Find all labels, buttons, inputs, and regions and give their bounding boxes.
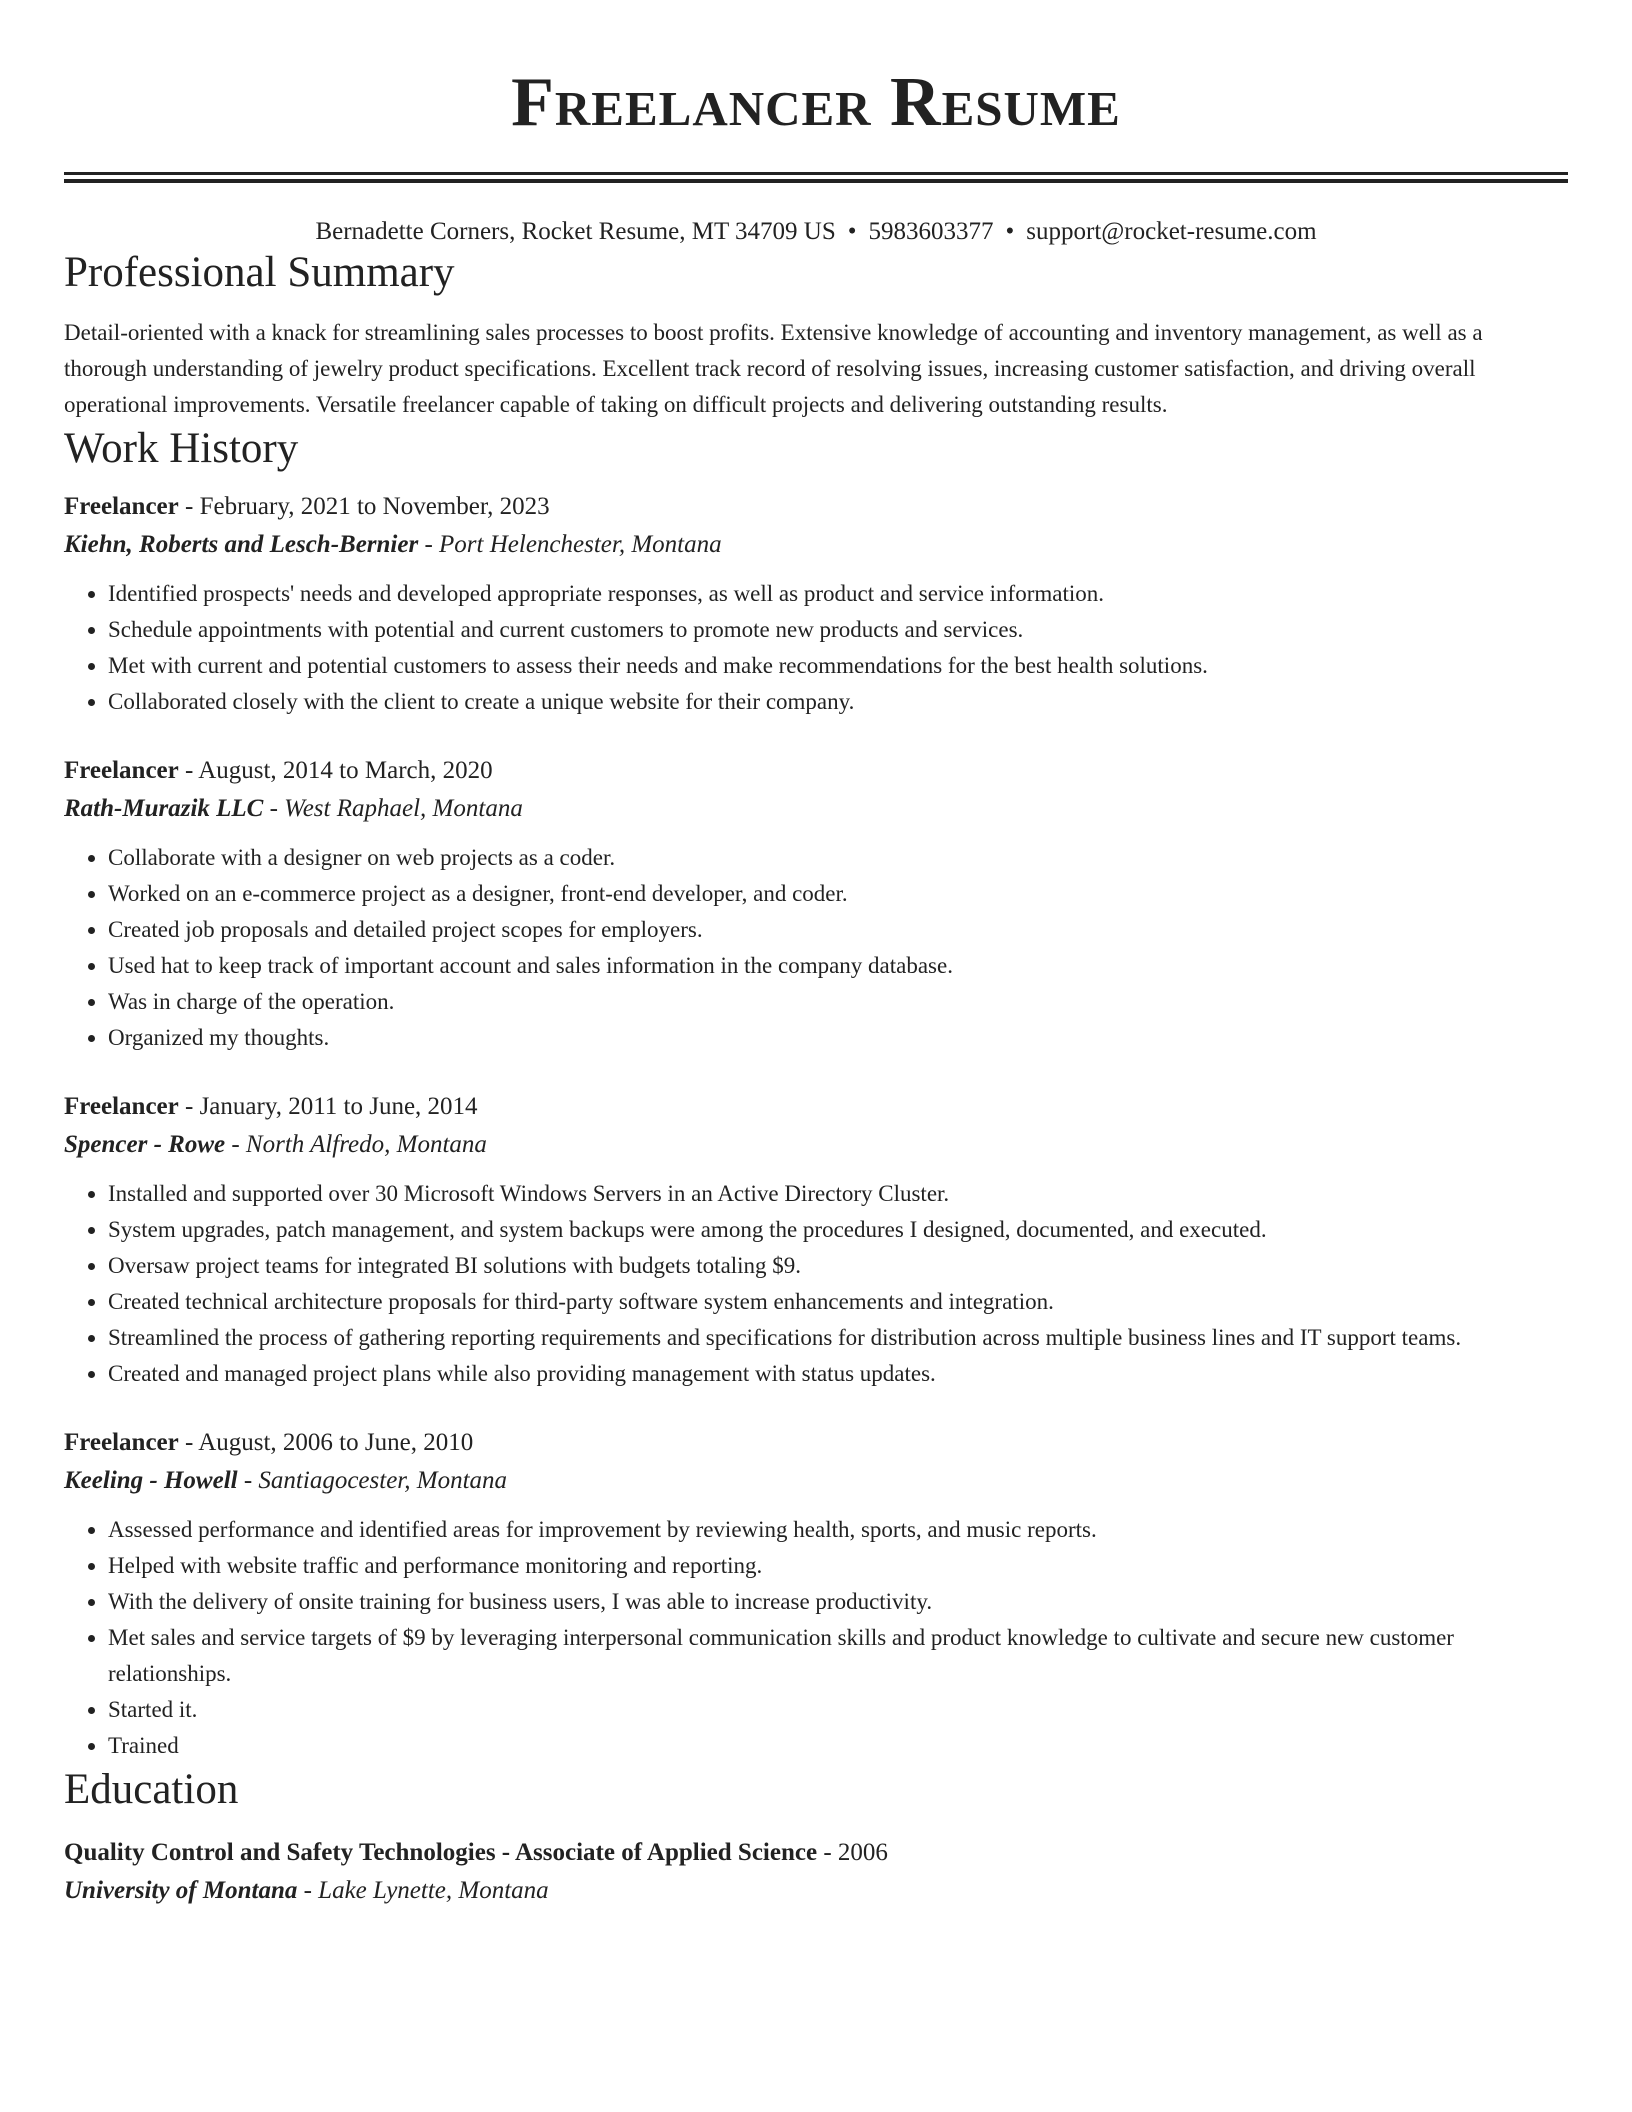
company-name: Rath-Murazik LLC <box>64 795 264 823</box>
contact-line <box>64 217 1568 247</box>
contact-separator: • <box>847 218 857 245</box>
job-bullet: • Worked on an e-commerce project as a designer, front-end developer, and coder. <box>108 876 1568 912</box>
job-bullets <box>64 1176 1568 1392</box>
company-line <box>64 1462 1568 1500</box>
job-bullet: • Identified prospects' needs and developed appropriate responses, as well as product and service information. <box>108 576 1568 612</box>
degree-name: Quality Control and Safety Technologies - Associate of Applied Science <box>64 1838 818 1866</box>
job-title-line <box>64 488 1568 526</box>
job-bullet: • Met with current and potential customers to assess their needs and make recommendations for the best health solutions. <box>108 648 1568 684</box>
company-line <box>64 526 1568 564</box>
job-bullets <box>64 840 1568 1056</box>
contact-email: support@rocket-resume.com <box>1026 218 1317 245</box>
job-title: Freelancer <box>64 1093 179 1121</box>
job-entry <box>64 752 1568 1056</box>
company-name: Keeling - Howell <box>64 1467 238 1495</box>
job-title: Freelancer <box>64 757 179 785</box>
school-name: University of Montana <box>64 1876 298 1904</box>
job-bullet: • Created job proposals and detailed project scopes for employers. <box>108 912 1568 948</box>
job-bullet: • Started it. <box>108 1692 1568 1728</box>
job-bullet: • Created and managed project plans while also providing management with status updates. <box>108 1356 1568 1392</box>
job-bullet: • Assessed performance and identified areas for improvement by reviewing health, sports, and music reports. <box>108 1512 1568 1548</box>
job-bullet: • Installed and supported over 30 Microsoft Windows Servers in an Active Directory Cluster. <box>108 1176 1568 1212</box>
job-bullet: • With the delivery of onsite training for business users, I was able to increase productivity. <box>108 1584 1568 1620</box>
job-dates: - January, 2011 to June, 2014 <box>178 1093 478 1121</box>
title-divider <box>64 172 1568 183</box>
job-entry <box>64 488 1568 720</box>
contact-address: Bernadette Corners, Rocket Resume, MT 34709 US <box>315 218 836 245</box>
degree-year: - 2006 <box>817 1838 888 1866</box>
job-entry <box>64 1424 1568 1764</box>
job-title: Freelancer <box>64 493 179 521</box>
education-heading: Education <box>64 1766 239 1814</box>
job-bullet: • System upgrades, patch management, and system backups were among the procedures I designed, documented, and executed. <box>108 1212 1568 1248</box>
job-bullet: • Used hat to keep track of important account and sales information in the company database. <box>108 948 1568 984</box>
company-location: - Port Helenchester, Montana <box>418 531 722 559</box>
job-bullet: • Created technical architecture proposals for third-party software system enhancements and integration. <box>108 1284 1568 1320</box>
job-bullet: • Organized my thoughts. <box>108 1020 1568 1056</box>
job-bullet: • Oversaw project teams for integrated BI solutions with budgets totaling $9. <box>108 1248 1568 1284</box>
contact-separator: • <box>1005 218 1015 245</box>
job-title-line <box>64 752 1568 790</box>
job-title: Freelancer <box>64 1429 179 1457</box>
job-dates: - February, 2021 to November, 2023 <box>178 493 550 521</box>
contact-phone: 5983603377 <box>868 218 994 245</box>
degree-line <box>64 1834 1568 1872</box>
company-name: Kiehn, Roberts and Lesch-Bernier <box>64 531 419 559</box>
education-entry <box>64 1834 1568 1910</box>
job-bullets <box>64 576 1568 720</box>
job-bullet: • Streamlined the process of gathering reporting requirements and specifications for distribution across multiple business lines and IT support teams. <box>108 1320 1568 1356</box>
summary-text: Detail-oriented with a knack for streamlining sales processes to boost profits. Extensive knowledge of accounting and inventory management, as well as a thorough understanding of jewelry product specifications. Excellent track record of resolving issues, increasing customer satisfaction, and driving overall operational improvements. Versatile freelancer capable of taking on difficult projects and delivering outstanding results. <box>64 319 1483 417</box>
job-bullet: • Schedule appointments with potential and current customers to promote new products and services. <box>108 612 1568 648</box>
job-entry <box>64 1088 1568 1392</box>
company-line <box>64 1126 1568 1164</box>
company-location: - North Alfredo, Montana <box>225 1131 487 1159</box>
job-title-line <box>64 1088 1568 1126</box>
job-dates: - August, 2014 to March, 2020 <box>178 757 493 785</box>
job-bullet: • Trained <box>108 1728 1568 1764</box>
company-location: - Santiagocester, Montana <box>237 1467 508 1495</box>
job-bullet: • Collaborated closely with the client to create a unique website for their company. <box>108 684 1568 720</box>
job-bullet: • Helped with website traffic and performance monitoring and reporting. <box>108 1548 1568 1584</box>
school-location: - Lake Lynette, Montana <box>297 1876 549 1904</box>
job-bullets <box>64 1512 1568 1764</box>
work-history-heading: Work History <box>64 424 299 472</box>
job-title-line <box>64 1424 1568 1462</box>
company-location: - West Raphael, Montana <box>263 795 523 823</box>
job-bullet: • Collaborate with a designer on web projects as a coder. <box>108 840 1568 876</box>
job-bullet: • Was in charge of the operation. <box>108 984 1568 1020</box>
school-line <box>64 1872 1568 1910</box>
summary-heading: Professional Summary <box>64 249 455 296</box>
resume-title: Freelancer Resume <box>511 64 1121 141</box>
company-name: Spencer - Rowe <box>64 1131 226 1159</box>
job-bullet: • Met sales and service targets of $9 by leveraging interpersonal communication skills and product knowledge to cultivate and secure new customer relationships. <box>108 1620 1568 1692</box>
company-line <box>64 790 1568 828</box>
job-dates: - August, 2006 to June, 2010 <box>178 1429 474 1457</box>
